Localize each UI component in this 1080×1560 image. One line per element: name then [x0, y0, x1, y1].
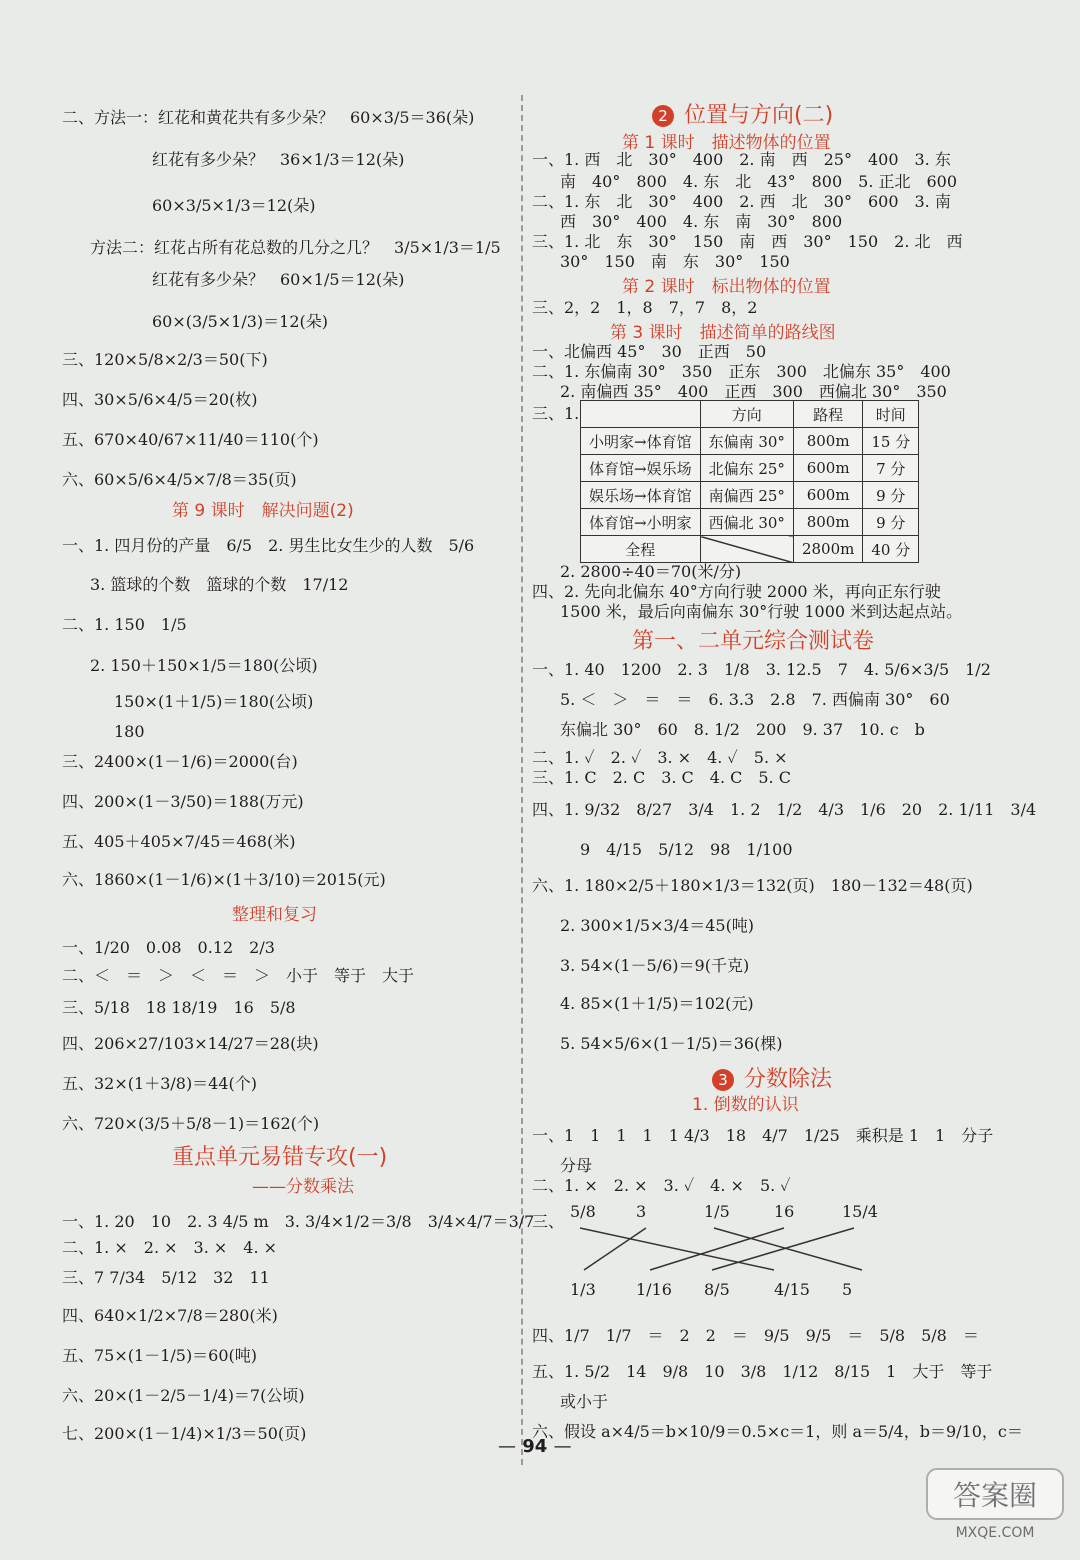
answer-line: 红花有多少朵？ 36×1/3＝12(朵) — [152, 150, 405, 169]
page-number-value: 94 — [522, 1436, 548, 1457]
table-row — [581, 455, 919, 482]
match-top-item: 5/8 — [570, 1202, 596, 1221]
column-divider — [521, 95, 523, 1465]
answer-line: 四、1. 9/32 8/27 3/4 1. 2 1/2 4/3 1/6 20 2. 1/11 3/4 — [532, 800, 1037, 819]
route-header-cell: 时间 — [863, 401, 919, 428]
answer-line: 一、1. 20 10 2. 3 4/5 m 3. 3/4×1/2＝3/8 3/4×4/7＝3/7 — [62, 1212, 535, 1231]
match-bottom-item: 4/15 — [774, 1280, 810, 1299]
table-cell: 7 分 — [863, 455, 919, 482]
route-table-header — [581, 401, 919, 428]
answer-line: 三、2400×(1－1/6)＝2000(台) — [62, 752, 298, 771]
table-cell: 9 分 — [863, 482, 919, 509]
unit3-title: 分数除法 — [744, 1067, 833, 1092]
answer-line: 一、1. 四月份的产量 6/5 2. 男生比女生少的人数 5/6 — [62, 536, 475, 555]
answer-line: 60×(3/5×1/3)＝12(朵) — [152, 312, 329, 331]
answer-line: 2. 2800÷40＝70(米/分) — [560, 562, 742, 581]
answer-line: 三、1. 北 东 30° 150 南 西 30° 150 2. 北 西 — [532, 232, 963, 251]
answer-line: 四、1/7 1/7 ＝ 2 2 ＝ 9/5 9/5 ＝ 5/8 5/8 ＝ — [532, 1326, 979, 1345]
match-line — [714, 1228, 862, 1270]
answer-line: 5. ＜ ＞ ＝ ＝ 6. 3.3 2.8 7. 西偏南 30° 60 — [560, 690, 950, 709]
match-line — [712, 1228, 854, 1270]
table-cell: 西偏北 30° — [700, 509, 793, 536]
answer-line: 西 30° 400 4. 东 南 30° 800 — [560, 212, 843, 231]
match-line — [650, 1228, 784, 1270]
match-bottom-item: 1/16 — [636, 1280, 672, 1299]
table-cell: 东偏南 30° — [700, 428, 793, 455]
answer-line: 红花有多少朵？ 60×1/5＝12(朵) — [152, 270, 405, 289]
answer-line: 60×3/5×1/3＝12(朵) — [152, 196, 316, 215]
answer-line: 四、640×1/2×7/8＝280(米) — [62, 1306, 278, 1325]
unit2-title: 位置与方向(二) — [684, 103, 834, 128]
answer-line: 5. 54×5/6×(1－1/5)＝36(棵) — [560, 1034, 783, 1053]
answer-line: 六、20×(1－2/5－1/4)＝7(公顷) — [62, 1386, 305, 1405]
table-total-row — [581, 536, 919, 563]
table-cell: 600m — [793, 455, 862, 482]
answer-line: 五、405＋405×7/45＝468(米) — [62, 832, 296, 851]
answer-line: 一、北偏西 45° 30 正西 50 — [532, 342, 767, 361]
table-cell: 娱乐场→体育馆 — [581, 482, 701, 509]
watermark-graphic — [925, 1465, 1065, 1545]
answer-line: 一、1/20 0.08 0.12 2/3 — [62, 938, 275, 957]
answer-line: 五、32×(1＋3/8)＝44(个) — [62, 1074, 258, 1093]
table-cell: 北偏东 25° — [700, 455, 793, 482]
answer-line: 3. 篮球的个数 篮球的个数 17/12 — [90, 575, 349, 594]
svg-text:MXQE.COM: MXQE.COM — [955, 1525, 1035, 1541]
table-row — [581, 509, 919, 536]
answer-line: 三、120×5/8×2/3＝50(下) — [62, 350, 268, 369]
section-heading: 重点单元易错专攻(一) — [172, 1145, 388, 1170]
answer-line: 七、200×(1－1/4)×1/3＝50(页) — [62, 1424, 307, 1443]
page-dash-left: — — [498, 1436, 516, 1457]
answer-line: 六、1860×(1－1/6)×(1＋3/10)＝2015(元) — [62, 870, 386, 889]
answer-line: 180 — [114, 722, 145, 741]
answer-line: 2. 南偏西 35° 400 正西 300 西偏北 30° 350 — [560, 382, 947, 401]
unit3-badge: 3 — [712, 1069, 734, 1091]
match-top-item: 16 — [774, 1202, 795, 1221]
table-cell: 800m — [793, 509, 862, 536]
answer-line: 二、1. × 2. × 3. × 4. × — [62, 1238, 278, 1257]
section-heading: 第 1 课时 描述物体的位置 — [622, 133, 831, 153]
answer-line: 二、方法一：红花和黄花共有多少朵？ 60×3/5＝36(朵) — [62, 108, 475, 127]
answer-line: 二、1. 东 北 30° 400 2. 西 北 30° 600 3. 南 — [532, 192, 951, 211]
match-top-item: 3 — [636, 1202, 647, 1221]
answer-line: 五、75×(1－1/5)＝60(吨) — [62, 1346, 258, 1365]
answer-line: 五、1. 5/2 14 9/8 10 3/8 1/12 8/15 1 大于 等于 — [532, 1362, 993, 1381]
answer-line: 二、1. 东偏南 30° 350 正东 300 北偏东 35° 400 — [532, 362, 951, 381]
answer-line: 方法二：红花占所有花总数的几分之几？ 3/5×1/3＝1/5 — [90, 238, 501, 257]
answer-line: 三、7 7/34 5/12 32 11 — [62, 1268, 270, 1287]
match-top-item: 1/5 — [704, 1202, 730, 1221]
answer-line: 四、206×27/103×14/27＝28(块) — [62, 1034, 319, 1053]
answer-line: 四、30×5/6×4/5＝20(枚) — [62, 390, 258, 409]
answer-line: 南 40° 800 4. 东 北 43° 800 5. 正北 600 — [560, 172, 958, 191]
table-cell: 南偏西 25° — [700, 482, 793, 509]
answer-line: 1500 米，最后向南偏东 30°行驶 1000 米到达起点站。 — [560, 602, 963, 621]
answer-line: 2. 150＋150×1/5＝180(公顷) — [90, 656, 318, 675]
table-cell: 体育馆→娱乐场 — [581, 455, 701, 482]
answer-line: 六、720×(3/5＋5/8－1)＝162(个) — [62, 1114, 320, 1133]
route-table — [580, 400, 919, 563]
answer-line: 三、1. — [532, 404, 580, 423]
answer-line: 六、60×5/6×4/5×7/8＝35(页) — [62, 470, 297, 489]
table-row — [581, 428, 919, 455]
answer-line: 三、2，2 1，8 7，7 8，2 — [532, 298, 758, 317]
table-cell: 小明家→体育馆 — [581, 428, 701, 455]
answer-line: 二、1. ✓ 2. ✓ 3. × 4. ✓ 5. × — [532, 748, 788, 767]
answer-line: 一、1. 40 1200 2. 3 1/8 3. 12.5 7 4. 5/6×3/5 1/2 — [532, 660, 991, 679]
section-heading: 1. 倒数的认识 — [692, 1095, 799, 1115]
unit3-heading — [712, 1062, 832, 1093]
table-row — [581, 482, 919, 509]
section-heading: 第一、二单元综合测试卷 — [632, 629, 875, 654]
unit2-heading — [652, 98, 833, 129]
section-heading: ——分数乘法 — [252, 1177, 354, 1197]
watermark-logo — [925, 1465, 1065, 1545]
answer-line: 五、670×40/67×11/40＝110(个) — [62, 430, 319, 449]
matching-exercise — [562, 1190, 892, 1315]
match-bottom-item: 8/5 — [704, 1280, 730, 1299]
answer-line: 二、＜ ＝ ＞ ＜ ＝ ＞ 小于 等于 大于 — [62, 966, 415, 985]
answer-line: 二、1. × 2. × 3. ✓ 4. × 5. ✓ — [532, 1176, 791, 1195]
answer-line: 三、5/18 18 18/19 16 5/8 — [62, 998, 296, 1017]
answer-line: 东偏北 30° 60 8. 1/2 200 9. 37 10. c b — [560, 720, 925, 739]
section-heading: 第 3 课时 描述简单的路线图 — [610, 323, 836, 343]
answer-line: 三、1. C 2. C 3. C 4. C 5. C — [532, 768, 791, 787]
answer-line: 一、1. 西 北 30° 400 2. 南 西 25° 400 3. 东 — [532, 150, 951, 169]
answer-line: 或小于 — [560, 1392, 609, 1411]
page-number — [498, 1436, 572, 1457]
match-line — [584, 1228, 646, 1270]
answer-line: 4. 85×(1＋1/5)＝102(元) — [560, 994, 754, 1013]
route-header-cell — [581, 401, 701, 428]
table-cell: 体育馆→小明家 — [581, 509, 701, 536]
match-line — [580, 1228, 774, 1270]
answer-line: 四、200×(1－3/50)＝188(万元) — [62, 792, 304, 811]
table-cell: 2800m — [793, 536, 862, 563]
answer-line: 三、 — [532, 1212, 565, 1231]
section-heading: 第 2 课时 标出物体的位置 — [622, 277, 831, 297]
unit2-badge: 2 — [652, 105, 674, 127]
answer-line: 30° 150 南 东 30° 150 — [560, 252, 790, 271]
table-cell: 全程 — [581, 536, 701, 563]
svg-text:答案圈: 答案圈 — [952, 1479, 1038, 1512]
table-diagonal-cell — [700, 536, 793, 563]
answer-line: 3. 54×(1－5/6)＝9(千克) — [560, 956, 750, 975]
answer-line: 二、1. 150 1/5 — [62, 615, 187, 634]
section-heading: 第 9 课时 解决问题(2) — [172, 501, 354, 521]
table-cell: 15 分 — [863, 428, 919, 455]
answer-line: 2. 300×1/5×3/4＝45(吨) — [560, 916, 755, 935]
answer-line: 六、假设 a×4/5＝b×10/9＝0.5×c＝1，则 a＝5/4，b＝9/10，c＝ — [532, 1422, 1023, 1441]
page-dash-right: — — [553, 1436, 572, 1457]
answer-line: 四、2. 先向北偏东 40°方向行驶 2000 米，再向正东行驶 — [532, 582, 941, 601]
table-cell: 600m — [793, 482, 862, 509]
route-header-cell: 方向 — [700, 401, 793, 428]
table-cell: 9 分 — [863, 509, 919, 536]
table-cell: 800m — [793, 428, 862, 455]
match-top-item: 15/4 — [842, 1202, 878, 1221]
answer-line: 分母 — [560, 1156, 593, 1175]
table-cell: 40 分 — [863, 536, 919, 563]
answer-line: 150×(1＋1/5)＝180(公顷) — [114, 692, 314, 711]
section-heading: 整理和复习 — [232, 905, 317, 925]
route-header-cell: 路程 — [793, 401, 862, 428]
match-bottom-item: 1/3 — [570, 1280, 596, 1299]
answer-line: 9 4/15 5/12 98 1/100 — [580, 840, 793, 859]
answer-line: 六、1. 180×2/5＋180×1/3＝132(页) 180－132＝48(页) — [532, 876, 973, 895]
answer-line: 一、1 1 1 1 1 4/3 18 4/7 1/25 乘积是 1 1 分子 — [532, 1126, 994, 1145]
match-bottom-item: 5 — [842, 1280, 853, 1299]
